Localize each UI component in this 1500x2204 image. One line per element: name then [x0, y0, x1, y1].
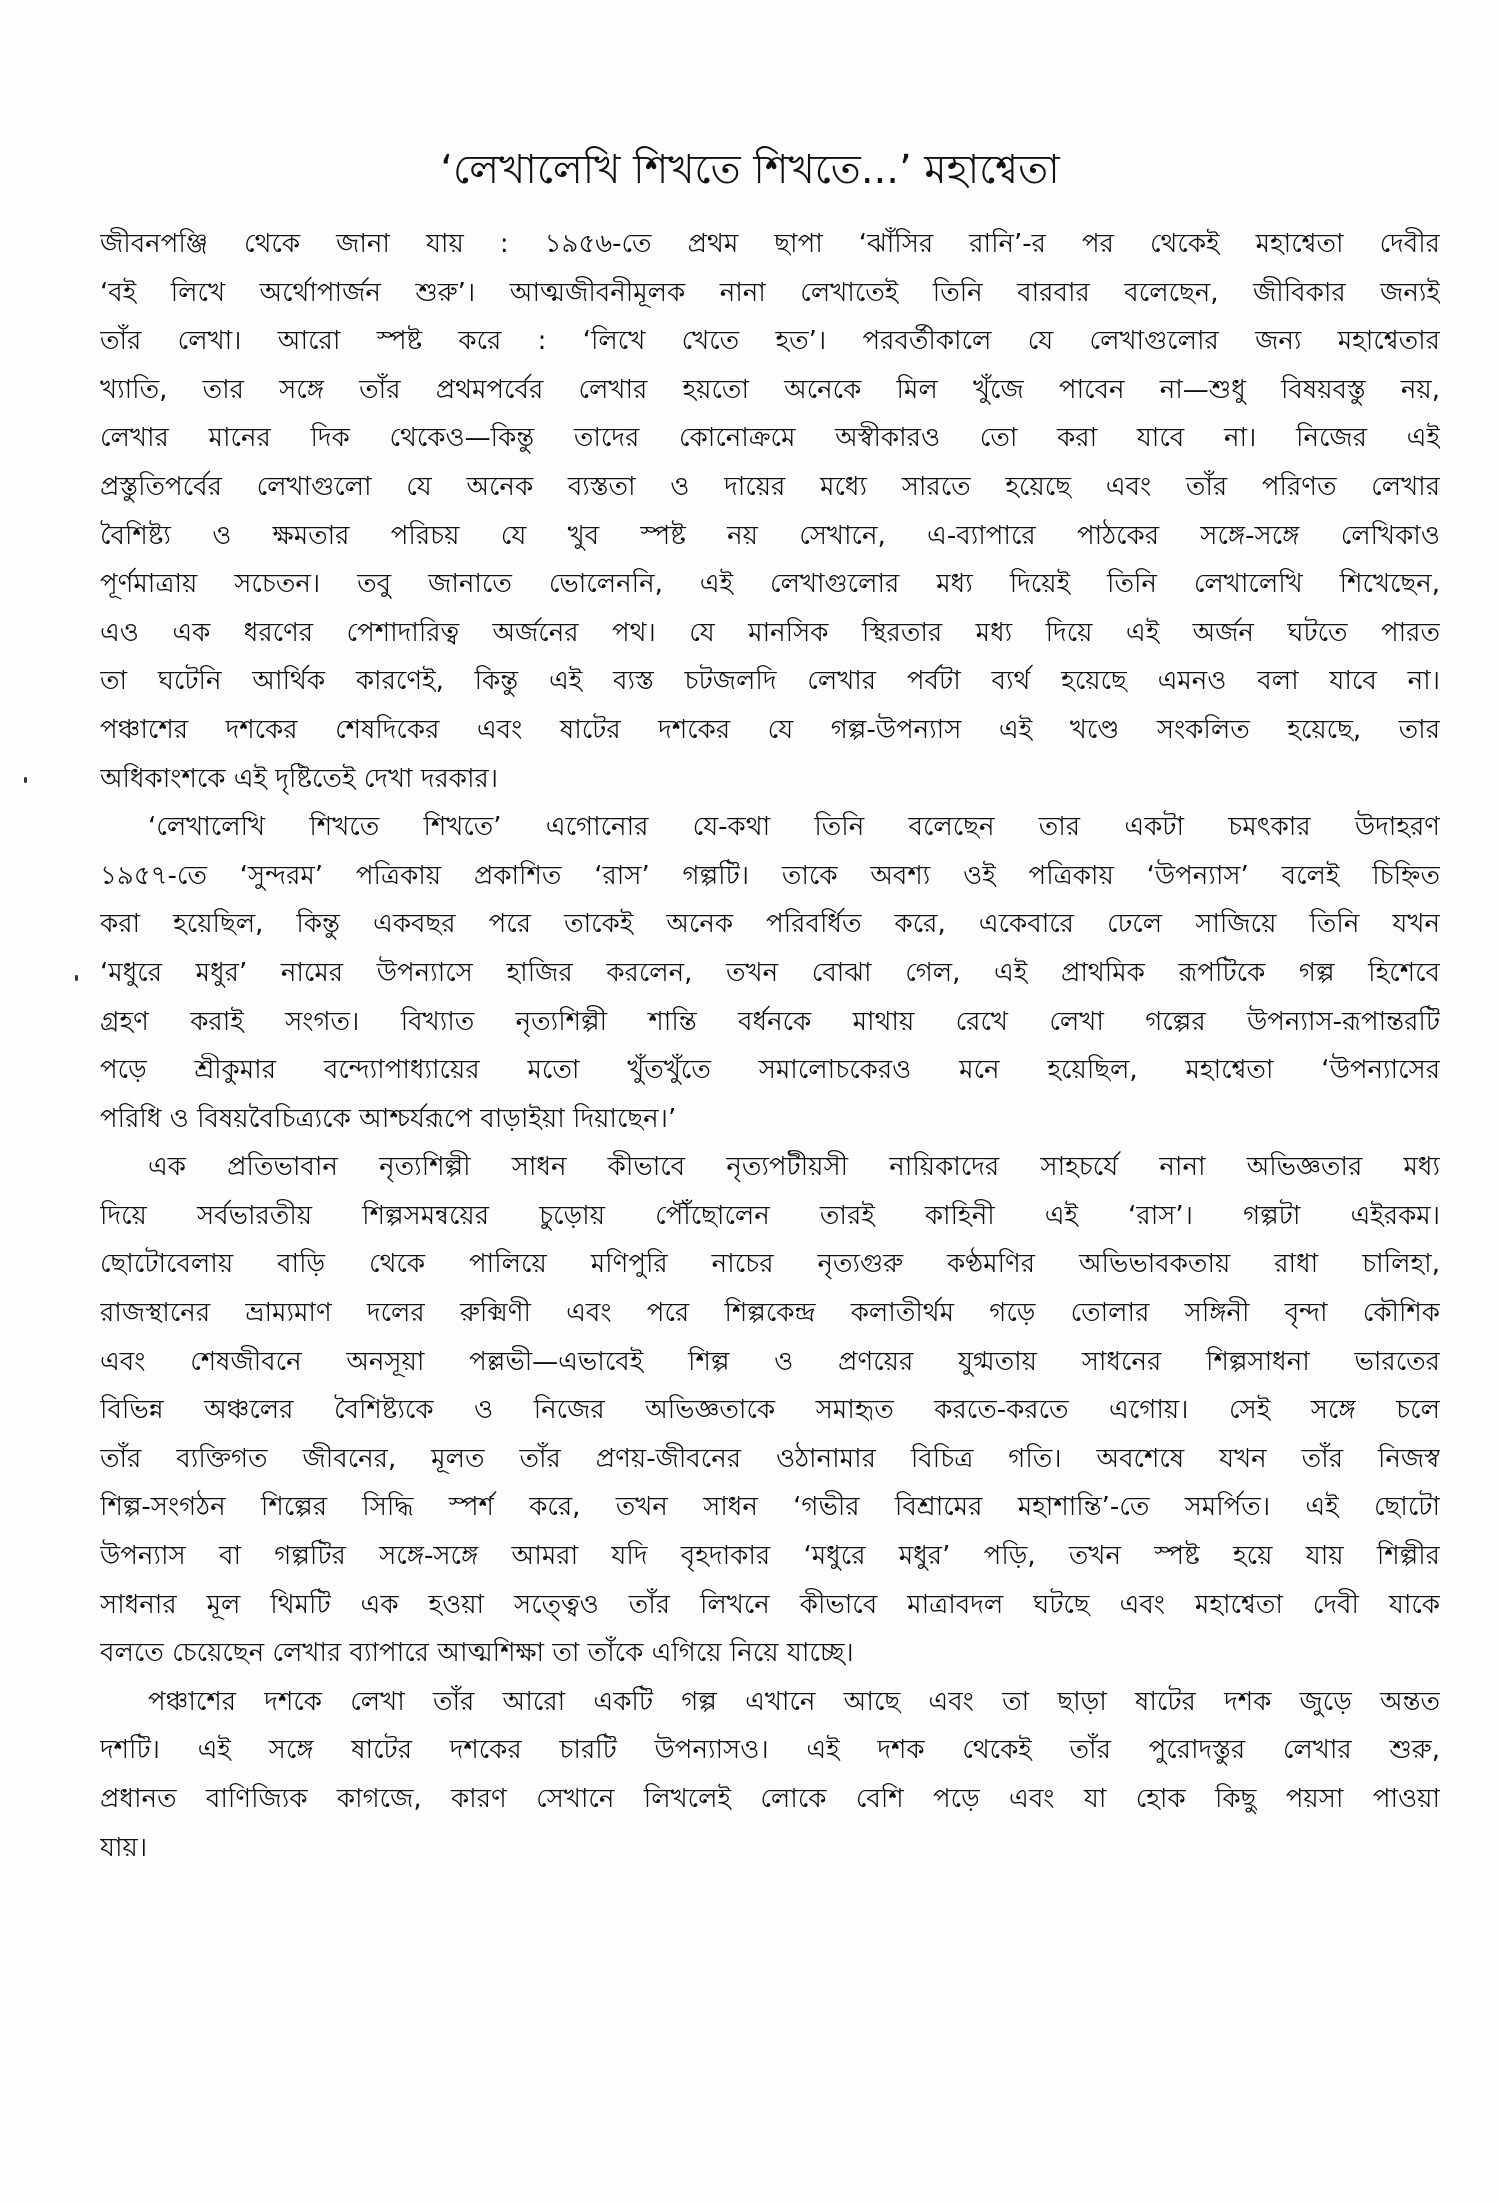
text-line: সাধনার মূল থিমটি এক হওয়া সত্ত্বেও তাঁর লিখনে কীভাবে মাত্রাবদল ঘটছে এবং মহাশ্বেতা দেবী যাকে [100, 1589, 1440, 1620]
text-line: পঞ্চাশের দশকের শেষদিকের এবং ষাটের দশকের যে গল্প-উপন্যাস এই খণ্ডে সংকলিত হয়েছে, তার [100, 714, 1440, 745]
page-title: ‘লেখালেখি শিখতে শিখতে...’ মহাশ্বেতা [440, 147, 1060, 193]
text-line: ‘লেখালেখি শিখতে শিখতে’ এগোনোর যে-কথা তিনি বলেছেন তার একটা চমৎকার উদাহরণ [148, 812, 1440, 843]
text-line: করা হয়েছিল, কিন্তু একবছর পরে তাকেই অনেক পরিবর্ধিত করে, একেবারে ঢেলে সাজিয়ে তিনি যখন [100, 909, 1440, 940]
text-line: তাঁর ব্যক্তিগত জীবনের, মূলত তাঁর প্রণয়-জীবনের ওঠানামার বিচিত্র গতি। অবশেষে যখন তাঁর নিজস্ব [100, 1443, 1440, 1474]
scan-speck [24, 777, 27, 783]
text-line: দশটি। এই সঙ্গে ষাটের দশকের চারটি উপন্যাসও। এই দশক থেকেই তাঁর পুরোদস্তুর লেখার শুরু, [100, 1735, 1440, 1766]
text-line: রাজস্থানের ভ্রাম্যমাণ দলের রুক্মিণী এবং পরে শিল্পকেন্দ্র কলাতীর্থম গড়ে তোলার সঙ্গিনী বৃন্দা কৌশিক [100, 1298, 1440, 1329]
paragraph-4 [100, 1678, 1440, 1872]
text-line: ১৯৫৭-তে ‘সুন্দরম’ পত্রিকায় প্রকাশিত ‘রাস’ গল্পটি। তাকে অবশ্য ওই পত্রিকায় ‘উপন্যাস’ বলেই চিহ্নিত [100, 860, 1440, 891]
text-line: জীবনপঞ্জি থেকে জানা যায় : ১৯৫৬-তে প্রথম ছাপা ‘ঝাঁসির রানি’-র পর থেকেই মহাশ্বেতা দেবীর [100, 229, 1440, 259]
text-line: পূর্ণমাত্রায় সচেতন। তবু জানাতে ভোলেননি, এই লেখাগুলোর মধ্য দিয়েই তিনি লেখালেখি শিখেছেন, [100, 569, 1440, 600]
text-line: গ্রহণ করাই সংগত। বিখ্যাত নৃত্যশিল্পী শান্তি বর্ধনকে মাথায় রেখে লেখা গল্পের উপন্যাস-রূপান্তরটি [100, 1006, 1440, 1037]
text-line: বিভিন্ন অঞ্চলের বৈশিষ্ট্যকে ও নিজের অভিজ্ঞতাকে সমাহৃত করতে-করতে এগোয়। সেই সঙ্গে চলে [100, 1395, 1440, 1426]
text-line: তাঁর লেখা। আরো স্পষ্ট করে : ‘লিখে খেতে হত’। পরবর্তীকালে যে লেখাগুলোর জন্য মহাশ্বেতার [100, 326, 1440, 357]
text-line: অধিকাংশকে এই দৃষ্টিতেই দেখা দরকার। [100, 763, 499, 794]
text-line: এবং শেষজীবনে অনসূয়া পল্লভী—এভাবেই শিল্প ও প্রণয়ের যুগ্মতায় সাধনের শিল্পসাধনা ভারতের [100, 1346, 1440, 1377]
text-line: তা ঘটেনি আর্থিক কারণেই, কিন্তু এই ব্যস্ত চটজলদি লেখার পর্বটা ব্যর্থ হয়েছে এমনও বলা যাবে না। [100, 666, 1440, 697]
text-line: এক প্রতিভাবান নৃত্যশিল্পী সাধন কীভাবে নৃত্যপটীয়সী নায়িকাদের সাহচর্যে নানা অভিজ্ঞতার মধ্য [148, 1152, 1440, 1183]
article-body [100, 220, 1440, 1872]
text-line: ছোটোবেলায় বাড়ি থেকে পালিয়ে মণিপুরি নাচের নৃত্যগুরু কণ্ঠমণির অভিভাবকতায় রাধা চালিহা, [100, 1249, 1440, 1280]
paragraph-2 [100, 803, 1440, 1143]
text-line: দিয়ে সর্বভারতীয় শিল্পসমন্বয়ের চুড়োয় পৌঁছোলেন তারই কাহিনী এই ‘রাস’। গল্পটা এইরকম। [100, 1200, 1440, 1231]
paragraph-1 [100, 220, 1440, 803]
text-line: ‘বই লিখে অর্থোপার্জন শুরু’। আত্মজীবনীমূলক নানা লেখাতেই তিনি বারবার বলেছেন, জীবিকার জন্যই [100, 277, 1440, 308]
text-line: বৈশিষ্ট্য ও ক্ষমতার পরিচয় যে খুব স্পষ্ট নয় সেখানে, এ-ব্যাপারে পাঠকের সঙ্গে-সঙ্গে লেখিকাও [100, 520, 1440, 551]
text-line: পঞ্চাশের দশকে লেখা তাঁর আরো একটি গল্প এখানে আছে এবং তা ছাড়া ষাটের দশক জুড়ে অন্তত [148, 1686, 1440, 1717]
text-line: শিল্প-সংগঠন শিল্পের সিদ্ধি স্পর্শ করে, তখন সাধন ‘গভীর বিশ্রামের মহাশান্তি’-তে সমর্পিত। এই ছোটো [100, 1492, 1440, 1523]
text-line: উপন্যাস বা গল্পটির সঙ্গে-সঙ্গে আমরা যদি বৃহদাকার ‘মধুরে মধুর’ পড়ি, তখন স্পষ্ট হয়ে যায় শিল্পীর [100, 1541, 1440, 1572]
text-line: বলতে চেয়েছেন লেখার ব্যাপারে আত্মশিক্ষা তা তাঁকে এগিয়ে নিয়ে যাচ্ছে। [100, 1638, 854, 1669]
text-line: পড়ে শ্রীকুমার বন্দ্যোপাধ্যায়ের মতো খুঁতখুঁতে সমালোচকেরও মনে হয়েছিল, মহাশ্বেতা ‘উপন্যাসের [100, 1055, 1440, 1086]
text-line: যায়। [100, 1832, 148, 1863]
text-line: প্রধানত বাণিজ্যিক কাগজে, কারণ সেখানে লিখলেই লোকে বেশি পড়ে এবং যা হোক কিছু পয়সা পাওয়া [100, 1784, 1440, 1814]
text-line: এও এক ধরণের পেশাদারিত্ব অর্জনের পথ। যে মানসিক স্থিরতার মধ্য দিয়ে এই অর্জন ঘটতে পারত [100, 617, 1440, 648]
text-line: খ্যাতি, তার সঙ্গে তাঁর প্রথমপর্বের লেখার হয়তো অনেকে মিল খুঁজে পাবেন না—শুধু বিষয়বস্তু নয়, [100, 374, 1440, 405]
text-line: প্রস্তুতিপর্বের লেখাগুলো যে অনেক ব্যস্ততা ও দায়ের মধ্যে সারতে হয়েছে এবং তাঁর পরিণত লেখার [100, 471, 1440, 502]
text-line: পরিধি ও বিষয়বৈচিত্র্যকে আশ্চর্যরূপে বাড়াইয়া দিয়াছেন।’ [100, 1103, 677, 1134]
text-line: লেখার মানের দিক থেকেও—কিন্তু তাদের কোনোক্রমে অস্বীকারও তো করা যাবে না। নিজের এই [100, 423, 1440, 454]
paragraph-3 [100, 1143, 1440, 1678]
text-line: ‘মধুরে মধুর’ নামের উপন্যাসে হাজির করলেন, তখন বোঝা গেল, এই প্রাথমিক রূপটিকে গল্প হিশেবে [100, 957, 1440, 988]
scan-speck [75, 975, 78, 981]
